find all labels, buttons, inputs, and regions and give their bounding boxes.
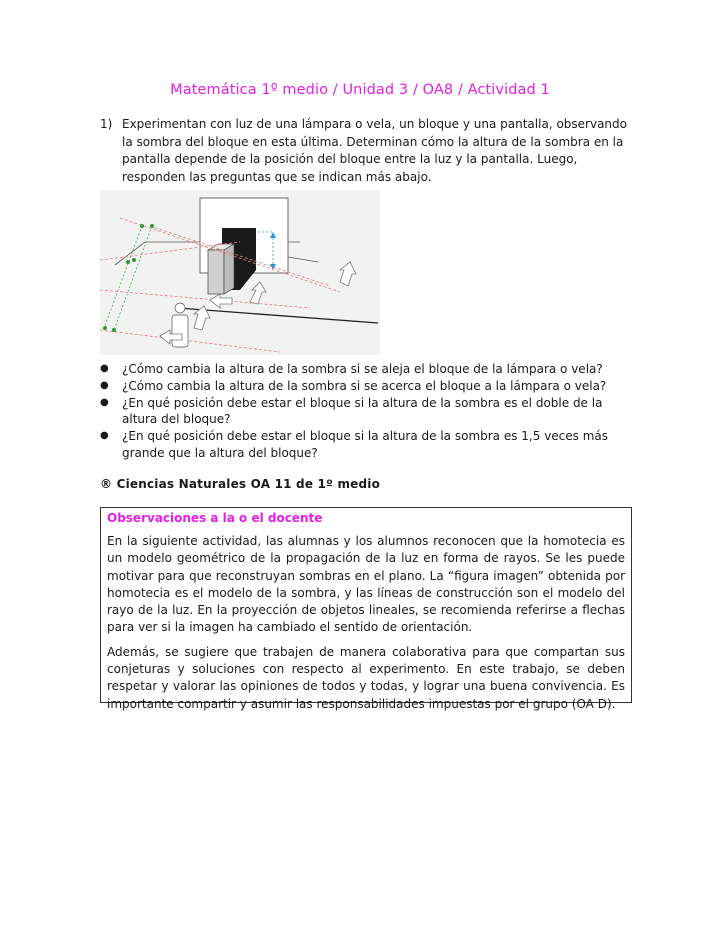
experiment-illustration xyxy=(100,190,380,355)
question-text: ¿En qué posición debe estar el bloque si la altura de la sombra es el doble de la altura del bloque? xyxy=(122,395,603,427)
observations-paragraph: Además, se sugiere que trabajen de manera colaborativa para que compartan sus conjeturas y soluciones con respecto al experimento. En este trabajo, se deben respetar y valorar las opiniones de todos y todas, y lograr una buena convivencia. Es importante compartir y asumir las responsabilidades impuestas por el grupo (OA D). xyxy=(107,644,625,711)
bullet-icon: ● xyxy=(100,363,109,374)
activity-text: Experimentan con luz de una lámpara o vela, un bloque y una pantalla, observando la sombra del bloque en esta última. Determinan cómo la altura de la sombra en la pantalla depende de la posición del bloque entre la luz y la pantalla. Luego, responden las preguntas que se indican más abajo. xyxy=(122,117,627,184)
question-list xyxy=(100,361,610,462)
activity-item xyxy=(100,116,630,186)
curriculum-reference: ® Ciencias Naturales OA 11 de 1º medio xyxy=(100,477,381,491)
question-text: ¿En qué posición debe estar el bloque si la altura de la sombra es 1,5 veces más grande que la altura del bloque? xyxy=(122,429,609,460)
bullet-icon: ● xyxy=(100,430,109,442)
bullet-icon: ● xyxy=(100,379,109,391)
question-text: ¿Cómo cambia la altura de la sombra si se acerca el bloque a la lámpara o vela? xyxy=(122,378,607,393)
activity-number: 1) xyxy=(100,117,113,131)
question-item xyxy=(100,428,610,462)
question-item xyxy=(100,361,610,378)
question-text: ¿Cómo cambia la altura de la sombra si se aleja el bloque de la lámpara o vela? xyxy=(122,362,603,376)
observations-title: Observaciones a la o el docente xyxy=(107,511,323,525)
page-title: Matemática 1º medio / Unidad 3 / OA8 / Actividad 1 xyxy=(170,82,550,98)
observations-paragraph: En la siguiente actividad, las alumnas y los alumnos reconocen que la homotecia es un modelo geométrico de la propagación de la luz en forma de rayos. Se les puede motivar para que reconstruyan sombras en el plano. La “figura imagen” obtenida por homotecia es el modelo de la sombra, y las líneas de construcción son el modelo del rayo de la luz. En la proyección de objetos lineales, se recomienda referirse a flechas para ver si la imagen ha cambiado el sentido de orientación. xyxy=(107,534,625,635)
question-item xyxy=(100,378,610,395)
teacher-observations-box xyxy=(100,507,632,711)
block-shape xyxy=(208,244,234,294)
bullet-icon: ● xyxy=(100,396,109,408)
question-item xyxy=(100,395,610,429)
